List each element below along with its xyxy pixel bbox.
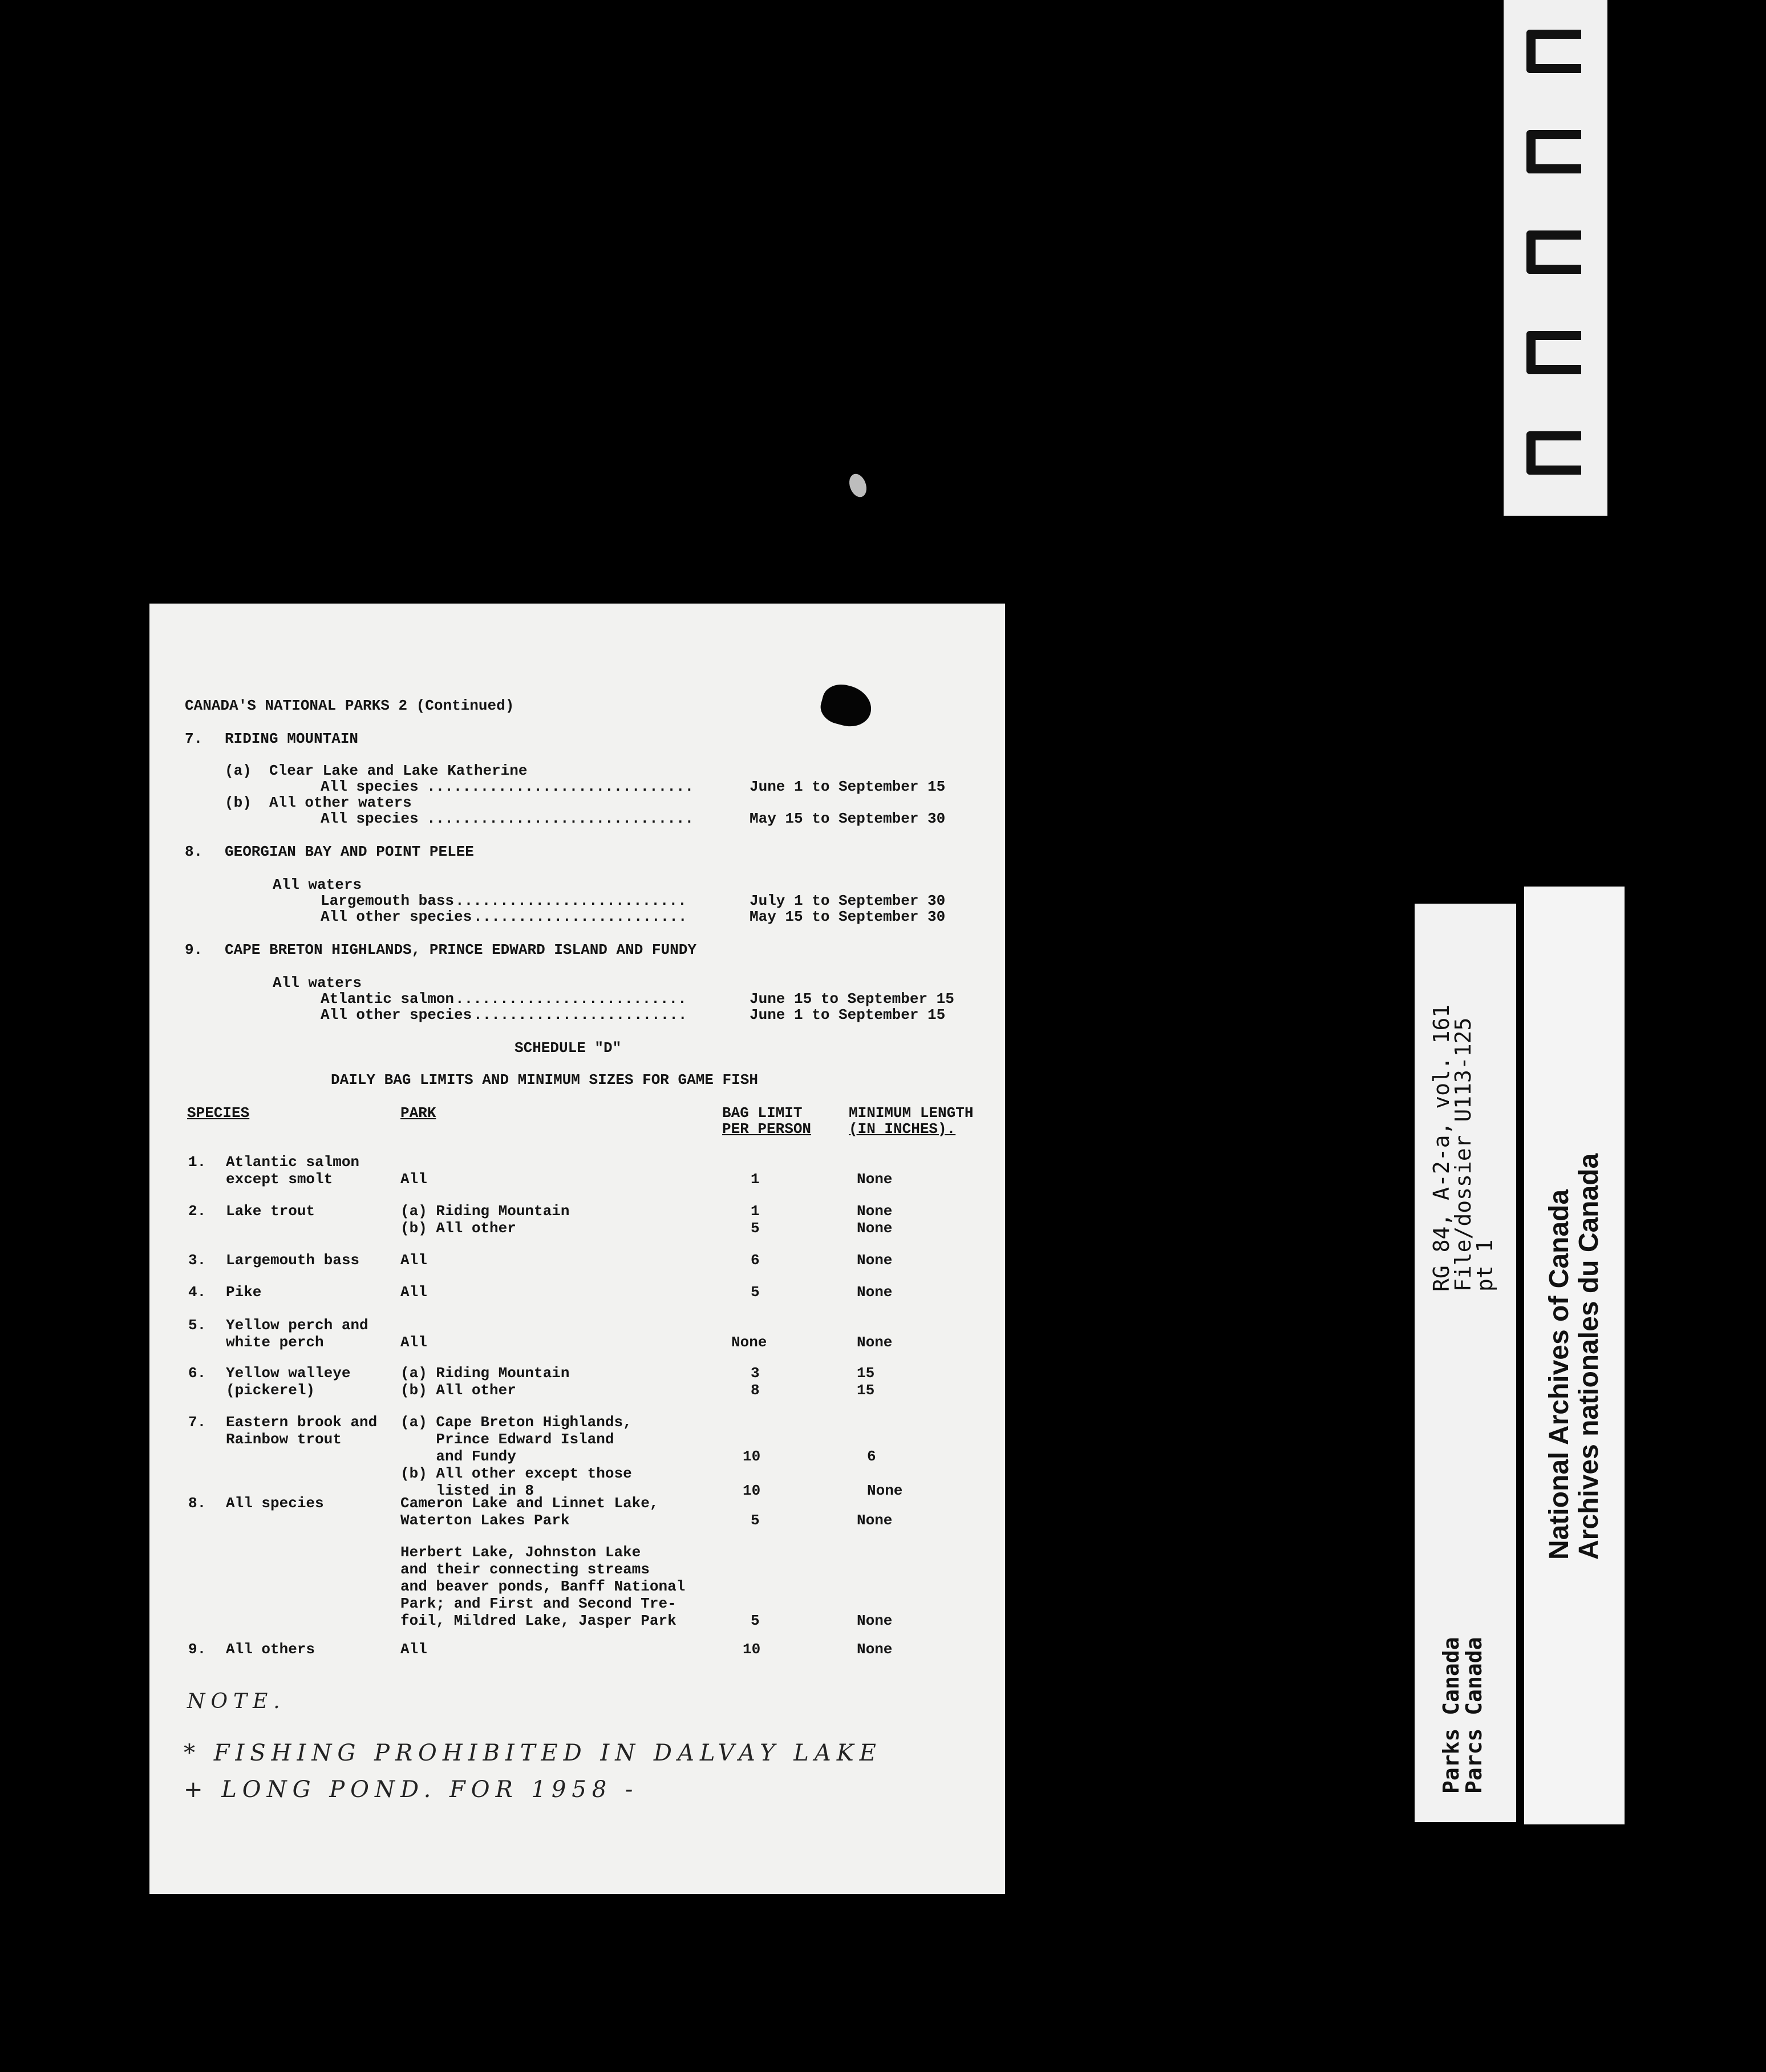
species-cell: Yellow perch and white perch: [226, 1317, 368, 1351]
species-cell: Largemouth bass: [226, 1252, 360, 1269]
column-header-min-length: (IN INCHES).: [849, 1120, 956, 1138]
frame-mark-icon: [1526, 130, 1581, 173]
column-header-bag: PER PERSON: [722, 1120, 812, 1138]
bag-limit-cell: 5: [751, 1612, 760, 1629]
park-cell: Herbert Lake, Johnston Lake and their connecting streams and beaver ponds, Banff National Park; and First and Second Tre- foil, Mildred Lake, Jasper Park: [400, 1544, 686, 1629]
row-name: All other species: [321, 908, 472, 925]
park-cell: All: [400, 1284, 427, 1301]
archive-label-national: [1524, 887, 1625, 1824]
species-cell: All others: [226, 1641, 315, 1658]
schedule-title: SCHEDULE "D": [515, 1039, 622, 1057]
species-cell: Eastern brook and Rainbow trout: [226, 1414, 378, 1448]
min-length-cell: None: [857, 1334, 893, 1351]
row-name: Atlantic salmon: [321, 990, 455, 1007]
row-dates: May 15 to September 30: [750, 810, 946, 827]
row-number: 5.: [188, 1317, 206, 1334]
row-name: All species: [321, 778, 419, 795]
row-name: All other species: [321, 1006, 472, 1023]
row-dates: June 15 to September 15: [750, 990, 954, 1007]
min-length-cell: None: [857, 1512, 893, 1529]
park-cell: (a) Cape Breton Highlands, Prince Edward Island and Fundy (b) All other except those listed in 8: [400, 1414, 632, 1499]
group-label: All waters: [273, 974, 362, 992]
section-number: 8.: [185, 843, 203, 860]
row-dates: June 1 to September 15: [750, 1006, 946, 1023]
min-length-cell: None: [857, 1284, 893, 1301]
park-cell: (a) Riding Mountain (b) All other: [400, 1203, 570, 1237]
row-dots: ........................: [473, 908, 687, 925]
park-cell: All: [400, 1171, 427, 1188]
park-cell: All: [400, 1252, 427, 1269]
bag-limit-cell: None: [731, 1334, 767, 1351]
min-length-cell: None: [857, 1612, 893, 1629]
row-number: 7.: [188, 1414, 206, 1431]
row-dates: July 1 to September 30: [750, 892, 946, 909]
file-reference: RG 84, A-2-a, vol. 161 File/dossier U113-125 pt 1: [1429, 1004, 1497, 1292]
group-label: (b) All other waters: [225, 794, 412, 811]
handwritten-note-line: * FISHING PROHIBITED IN DALVAY LAKE: [184, 1740, 882, 1766]
row-dots: ..........................: [455, 892, 687, 909]
page-header: CANADA'S NATIONAL PARKS 2 (Continued): [185, 697, 515, 714]
column-header-bag: BAG LIMIT: [722, 1104, 803, 1122]
frame-mark-icon: [1526, 431, 1581, 475]
row-number: 9.: [188, 1641, 206, 1658]
row-number: 2.: [188, 1203, 206, 1220]
group-label: All waters: [273, 876, 362, 893]
schedule-subtitle: DAILY BAG LIMITS AND MINIMUM SIZES FOR GAME FISH: [331, 1071, 758, 1088]
park-cell: All: [400, 1641, 427, 1658]
species-cell: All species: [226, 1495, 324, 1512]
frame-mark-icon: [1526, 331, 1581, 374]
row-number: 3.: [188, 1252, 206, 1269]
bag-limit-cell: 5: [751, 1512, 760, 1529]
row-dots: ........................: [473, 1006, 687, 1023]
row-number: 6.: [188, 1365, 206, 1382]
min-length-cell: 15 15: [857, 1365, 875, 1399]
row-dates: June 1 to September 15: [750, 778, 946, 795]
min-length-cell: None: [857, 1252, 893, 1269]
park-cell: Cameron Lake and Linnet Lake, Waterton Lakes Park: [400, 1495, 659, 1529]
row-dots: ..........................: [455, 990, 687, 1007]
bag-limit-cell: 6: [751, 1252, 760, 1269]
species-cell: Pike: [226, 1284, 262, 1301]
row-name: Largemouth bass: [321, 892, 455, 909]
bag-limit-cell: 1 5: [751, 1203, 760, 1237]
parks-canada-label: Parks Canada Parcs Canada: [1439, 1637, 1486, 1794]
species-cell: Lake trout: [226, 1203, 315, 1220]
section-number: 7.: [185, 730, 203, 747]
row-dots: ..............................: [427, 810, 694, 827]
dust-speck: [846, 471, 870, 499]
bag-limit-cell: 1: [751, 1171, 760, 1188]
handwritten-note-line: + LONG POND. FOR 1958 -: [184, 1776, 639, 1803]
min-length-cell: None None: [857, 1203, 893, 1237]
park-cell: All: [400, 1334, 427, 1351]
group-label: (a) Clear Lake and Lake Katherine: [225, 762, 528, 779]
park-cell: (a) Riding Mountain (b) All other: [400, 1365, 570, 1399]
bag-limit-cell: 10 10: [743, 1448, 761, 1499]
handwritten-note-label: NOTE.: [187, 1690, 286, 1713]
column-header-park: PARK: [400, 1104, 436, 1122]
bag-limit-cell: 10: [743, 1641, 761, 1658]
column-header-min-length: MINIMUM LENGTH: [849, 1104, 974, 1122]
document-page: [149, 604, 1005, 1894]
row-number: 1.: [188, 1154, 206, 1171]
species-cell: Atlantic salmon except smolt: [226, 1154, 360, 1188]
row-number: 8.: [188, 1495, 206, 1512]
section-title: CAPE BRETON HIGHLANDS, PRINCE EDWARD ISLAND AND FUNDY: [225, 941, 696, 958]
bag-limit-cell: 5: [751, 1284, 760, 1301]
national-archives-label: National Archives of Canada Archives nationales du Canada: [1544, 1153, 1604, 1560]
min-length-cell: 6 None: [867, 1448, 903, 1499]
row-number: 4.: [188, 1284, 206, 1301]
row-name: All species: [321, 810, 419, 827]
bag-limit-cell: 3 8: [751, 1365, 760, 1399]
archive-label-parks: [1415, 904, 1516, 1822]
column-header-species: SPECIES: [187, 1104, 250, 1122]
section-title: GEORGIAN BAY AND POINT PELEE: [225, 843, 474, 860]
frame-mark-icon: [1526, 230, 1581, 274]
section-title: RIDING MOUNTAIN: [225, 730, 359, 747]
film-frame-strip: [1504, 0, 1607, 516]
section-number: 9.: [185, 941, 203, 958]
row-dates: May 15 to September 30: [750, 908, 946, 925]
min-length-cell: None: [857, 1171, 893, 1188]
frame-mark-icon: [1526, 30, 1581, 73]
species-cell: Yellow walleye (pickerel): [226, 1365, 351, 1399]
row-dots: ..............................: [427, 778, 694, 795]
min-length-cell: None: [857, 1641, 893, 1658]
